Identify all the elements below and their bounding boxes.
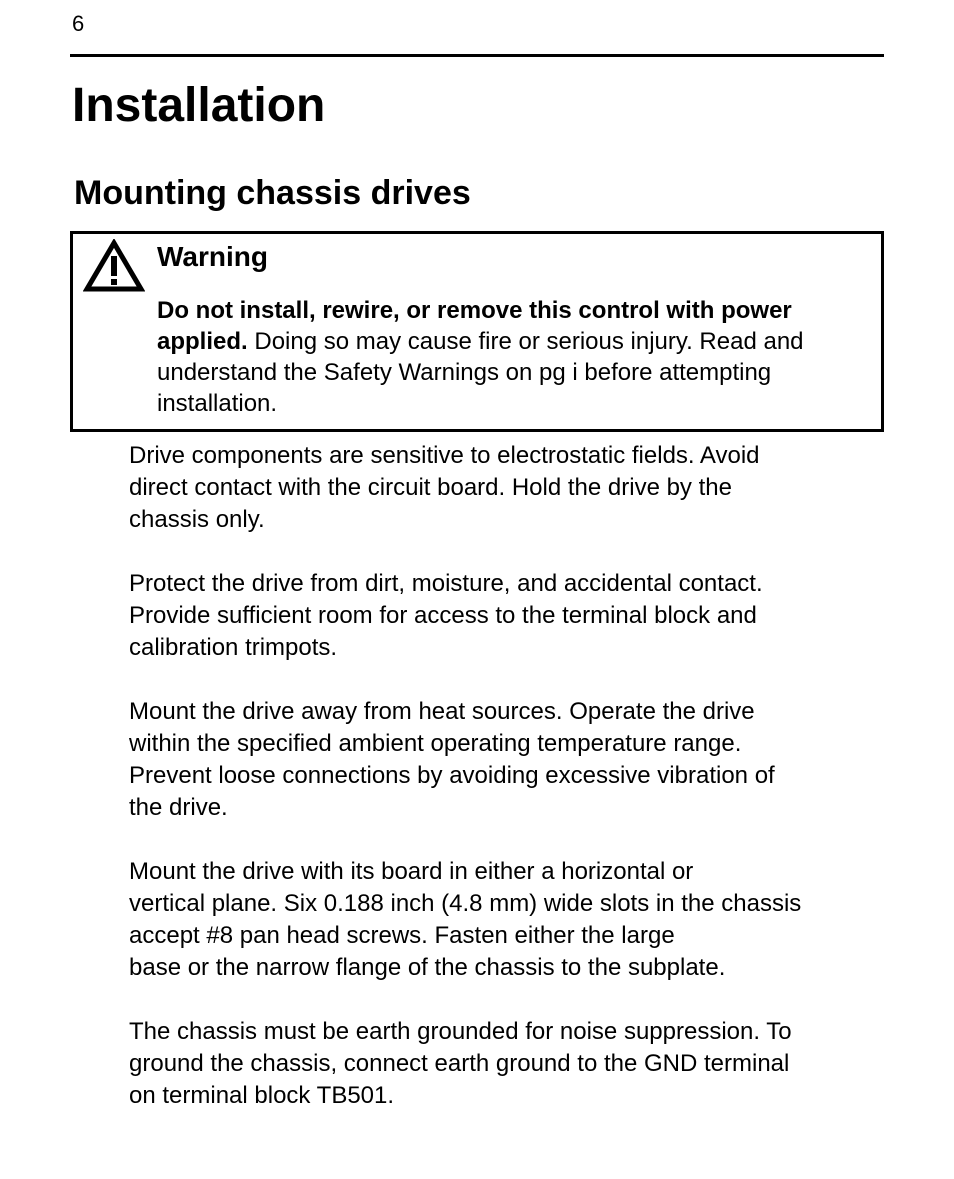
paragraph-heat-vibration: Mount the drive away from heat sources. Operate the drive within the specified ambient operating temperature range. Prevent loose connections by avoiding excessive vibration of the drive. [129,698,775,821]
paragraph-electrostatic: Drive components are sensitive to electrostatic fields. Avoid direct contact with the circuit board. Hold the drive by the chassis only. [129,442,760,533]
page-number: 6 [72,11,85,36]
warning-text: Doing so may cause fire or serious injury. Read and understand the Safety Warnings on pg i before attempting installation. [157,328,804,417]
paragraph-protection: Protect the drive from dirt, moisture, and accidental contact. Provide sufficient room for access to the terminal block and calibration trimpots. [129,570,763,661]
section-title: Mounting chassis drives [74,174,471,212]
paragraph-grounding: The chassis must be earth grounded for noise suppression. To ground the chassis, connect earth ground to the GND terminal on terminal block TB501. [129,1018,792,1109]
warning-heading: Warning [157,241,268,272]
warning-triangle-icon [83,239,145,293]
warning-body [157,295,875,419]
warning-bold-text: Do not install, rewire, or remove this control with power applied. [157,297,792,355]
paragraph-mounting-orientation: Mount the drive with its board in either a horizontal or vertical plane. Six 0.188 inch (4.8 mm) wide slots in the chassis accept #8 pan head screws. Fasten either the large base or the narrow flange of the chassis to the subplate. [129,858,802,981]
warning-box [70,231,884,432]
body-text [129,440,889,1144]
header-rule [70,54,884,57]
chapter-title: Installation [72,79,326,132]
